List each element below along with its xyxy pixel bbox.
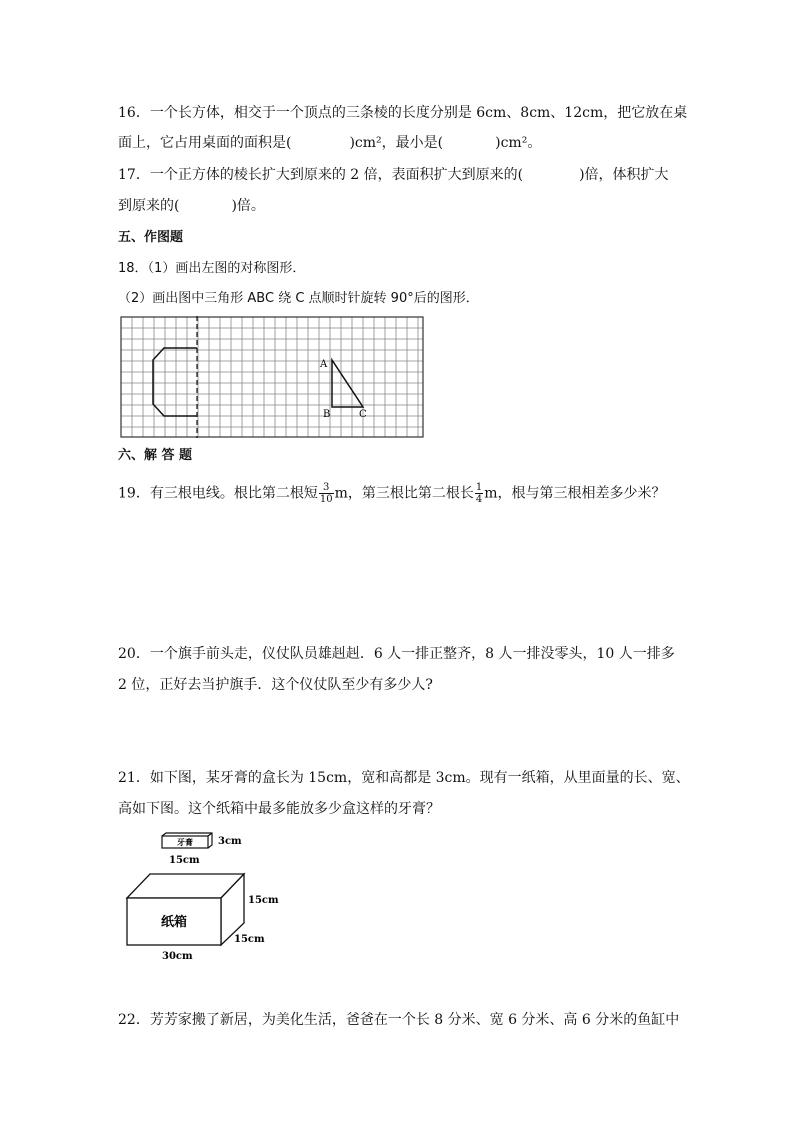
q18-part1: 18．（1）画出左图的对称图形． <box>118 261 306 276</box>
q16-text-c: )cm²。 <box>495 135 542 151</box>
toothpaste-label: 牙膏 <box>177 837 193 847</box>
box-figure <box>120 828 290 963</box>
fraction-numerator: 3 <box>319 482 334 494</box>
q17-text-b: )倍，体积扩大 <box>579 167 669 183</box>
grid-lines <box>121 317 423 437</box>
q21-line1: 21．如下图，某牙膏的盒长为 15cm，宽和高都是 3cm。现有一纸箱，从里面量的长、宽、 <box>118 770 690 786</box>
vertex-label-b: B <box>323 409 331 420</box>
q19-line <box>118 482 666 505</box>
q21-line2: 高如下图。这个纸箱中最多能放多少盒这样的牙膏？ <box>118 801 440 817</box>
q17-text-a: 17．一个正方体的棱长扩大到原来的 2 倍，表面积扩大到原来的( <box>118 167 524 183</box>
fraction <box>319 482 334 505</box>
fraction <box>475 482 483 505</box>
carton-height-label: 15cm <box>248 895 279 906</box>
vertex-label-a: A <box>320 359 328 370</box>
q17-text-a2: 到原来的( <box>118 198 180 214</box>
q17-line2 <box>118 196 265 216</box>
q20-line1: 20．一个旗手前头走，仪仗队员雄赳赳．6 人一排正整齐，8 人一排没零头，10 人一排多 <box>118 646 675 662</box>
q16-line2 <box>118 133 541 153</box>
grid-figure <box>120 316 424 438</box>
q16-line1: 16．一个长方体，相交于一个顶点的三条棱的长度分别是 6cm、8cm、12cm，把它放在桌 <box>118 105 688 121</box>
q17-line1 <box>118 165 669 185</box>
section-heading: 六、解 答 题 <box>118 448 193 463</box>
triangle-abc <box>332 360 363 407</box>
fraction-denominator: 4 <box>475 494 483 505</box>
q18-part2: （2）画出图中三角形 ABC 绕 C 点顺时针旋转 90°后的图形． <box>118 291 479 306</box>
q16-text-a: 面上，它占用桌面的面积是( <box>118 135 292 151</box>
q16-text-b: )cm²，最小是( <box>349 135 444 151</box>
q19-text-a: 19．有三根电线。根比第二根短 <box>118 485 318 502</box>
q17-text-b2: )倍。 <box>231 198 265 214</box>
grid-border <box>121 317 423 437</box>
q20-line2: 2 位，正好去当护旗手．这个仪仗队至少有多少人? <box>118 677 433 693</box>
section-heading: 五、作图题 <box>118 230 184 245</box>
fraction-denominator: 10 <box>319 494 333 505</box>
q22-line1: 22．芳芳家搬了新居，为美化生活，爸爸在一个长 8 分米、宽 6 分米、高 6 分米的鱼缸中 <box>118 1012 680 1028</box>
carton-label: 纸箱 <box>160 915 188 930</box>
q19-text-c: m，根与第三根相差多少米？ <box>484 485 666 502</box>
half-shape <box>153 348 197 416</box>
toothpaste-length-label: 15cm <box>169 855 200 866</box>
carton-length-label: 30cm <box>162 951 193 962</box>
fraction-numerator: 1 <box>475 482 483 493</box>
carton-width-label: 15cm <box>234 934 265 945</box>
vertex-label-c: C <box>359 409 367 420</box>
toothpaste-height-label: 3cm <box>218 836 242 847</box>
q19-text-b: m，第三根比第二根长 <box>334 485 474 502</box>
